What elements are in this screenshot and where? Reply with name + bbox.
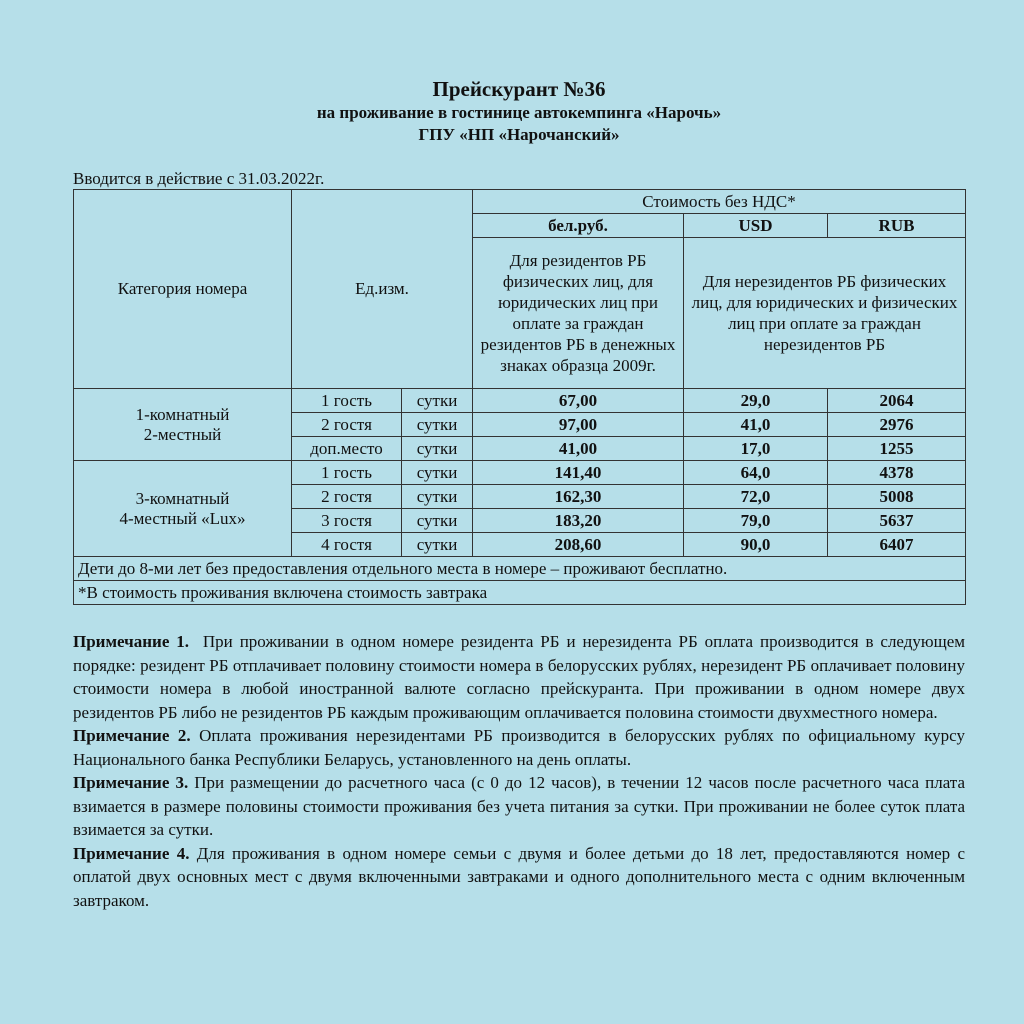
table-row [74,389,966,413]
unit-cell: сутки [402,389,473,413]
price-list-document [73,76,965,912]
desc-residents: Для резидентов РБ физических лиц, для юридических лиц при оплате за граждан резидентов РБ в денежных знаках образца 2009г. [473,238,684,389]
price-byn: 97,00 [473,413,684,437]
price-byn: 162,30 [473,485,684,509]
children-note: Дети до 8-ми лет без предоставления отдельного места в номере – проживают бесплатно. [74,557,966,581]
guests-cell: 4 гостя [292,533,402,557]
guests-cell: 1 гость [292,389,402,413]
note-text: Для проживания в одном номере семьи с двумя и более детьми до 18 лет, предоставляются номер с оплатой двух основных мест с двумя включенными завтраками и одного дополнительного места с одним включенным завтраком. [73,843,965,910]
price-byn: 67,00 [473,389,684,413]
price-usd: 41,0 [684,413,828,437]
note-paragraph [73,630,965,724]
desc-nonresidents: Для нерезидентов РБ физических лиц, для юридических и физических лиц при оплате за граждан нерезидентов РБ [684,238,966,389]
unit-cell: сутки [402,461,473,485]
table-row [74,461,966,485]
price-rub: 2976 [828,413,966,437]
page-title: Прейскурант №36 [432,77,606,101]
price-usd: 64,0 [684,461,828,485]
unit-cell: сутки [402,533,473,557]
price-byn: 208,60 [473,533,684,557]
price-table [73,189,966,605]
note-label: Примечание 2. [73,726,191,745]
header-category: Категория номера [74,190,292,389]
subtitle-hotel: на проживание в гостинице автокемпинга «Нарочь» [316,103,722,122]
header-unit: Ед.изм. [292,190,473,389]
price-rub: 2064 [828,389,966,413]
price-usd: 79,0 [684,509,828,533]
guests-cell: 3 гостя [292,509,402,533]
category-line: 3-комнатный [135,488,230,508]
unit-cell: сутки [402,509,473,533]
price-usd: 17,0 [684,437,828,461]
subtitle-organization: ГПУ «НП «Нарочанский» [418,125,620,144]
header-currency-byn: бел.руб. [473,214,684,238]
note-label: Примечание 4. [73,843,190,863]
category-line: 1-комнатный [135,404,230,424]
category-line: 4-местный «Lux» [119,508,246,528]
notes-section [73,630,965,912]
note-text: При размещении до расчетного часа (с 0 до 12 часов), в течении 12 часов после расчетного часа плата взимается в размере половины стоимости проживания без учета питания за сутки. При проживании не более суток плата взимается за сутки. [73,773,965,839]
note-text: Оплата проживания нерезидентами РБ производится в белорусских рублях по официальному курсу Национального банка Республики Беларусь, установленного на день оплаты. [73,726,965,769]
header-currency-rub: RUB [828,214,966,238]
category-cell [74,461,292,557]
unit-cell: сутки [402,437,473,461]
guests-cell: 2 гостя [292,413,402,437]
note-paragraph [73,724,965,771]
guests-cell: 2 гостя [292,485,402,509]
note-label: Примечание 1. [73,632,190,651]
breakfast-note: *В стоимость проживания включена стоимость завтрака [74,581,966,605]
note-paragraph [73,842,965,913]
note-text: При проживании в одном номере резидента РБ и нерезидента РБ оплата производится в следующем порядке: резидент РБ отплачивает половину стоимости номера в белорусских рублях, нерезидент РБ оплачивает половину стоимости номера в любой иностранной валюте согласно прейскуранта. При проживании в одном номере двух резидентов РБ либо не резидентов РБ каждым проживающим оплачивается половина стоимости двухместного номера. [73,632,965,722]
guests-cell: 1 гость [292,461,402,485]
note-paragraph [73,771,965,842]
header-currency-usd: USD [684,214,828,238]
price-rub: 1255 [828,437,966,461]
price-rub: 5008 [828,485,966,509]
unit-cell: сутки [402,485,473,509]
note-label: Примечание 3. [73,773,189,792]
effective-date: Вводится в действие с 31.03.2022г. [73,169,325,188]
price-byn: 41,00 [473,437,684,461]
price-byn: 183,20 [473,509,684,533]
price-rub: 4378 [828,461,966,485]
header-cost: Стоимость без НДС* [473,190,966,214]
price-usd: 90,0 [684,533,828,557]
unit-cell: сутки [402,413,473,437]
price-usd: 72,0 [684,485,828,509]
price-rub: 6407 [828,533,966,557]
category-line: 2-местный [143,424,222,444]
category-cell [74,389,292,461]
price-byn: 141,40 [473,461,684,485]
guests-cell: доп.место [292,437,402,461]
price-rub: 5637 [828,509,966,533]
price-usd: 29,0 [684,389,828,413]
